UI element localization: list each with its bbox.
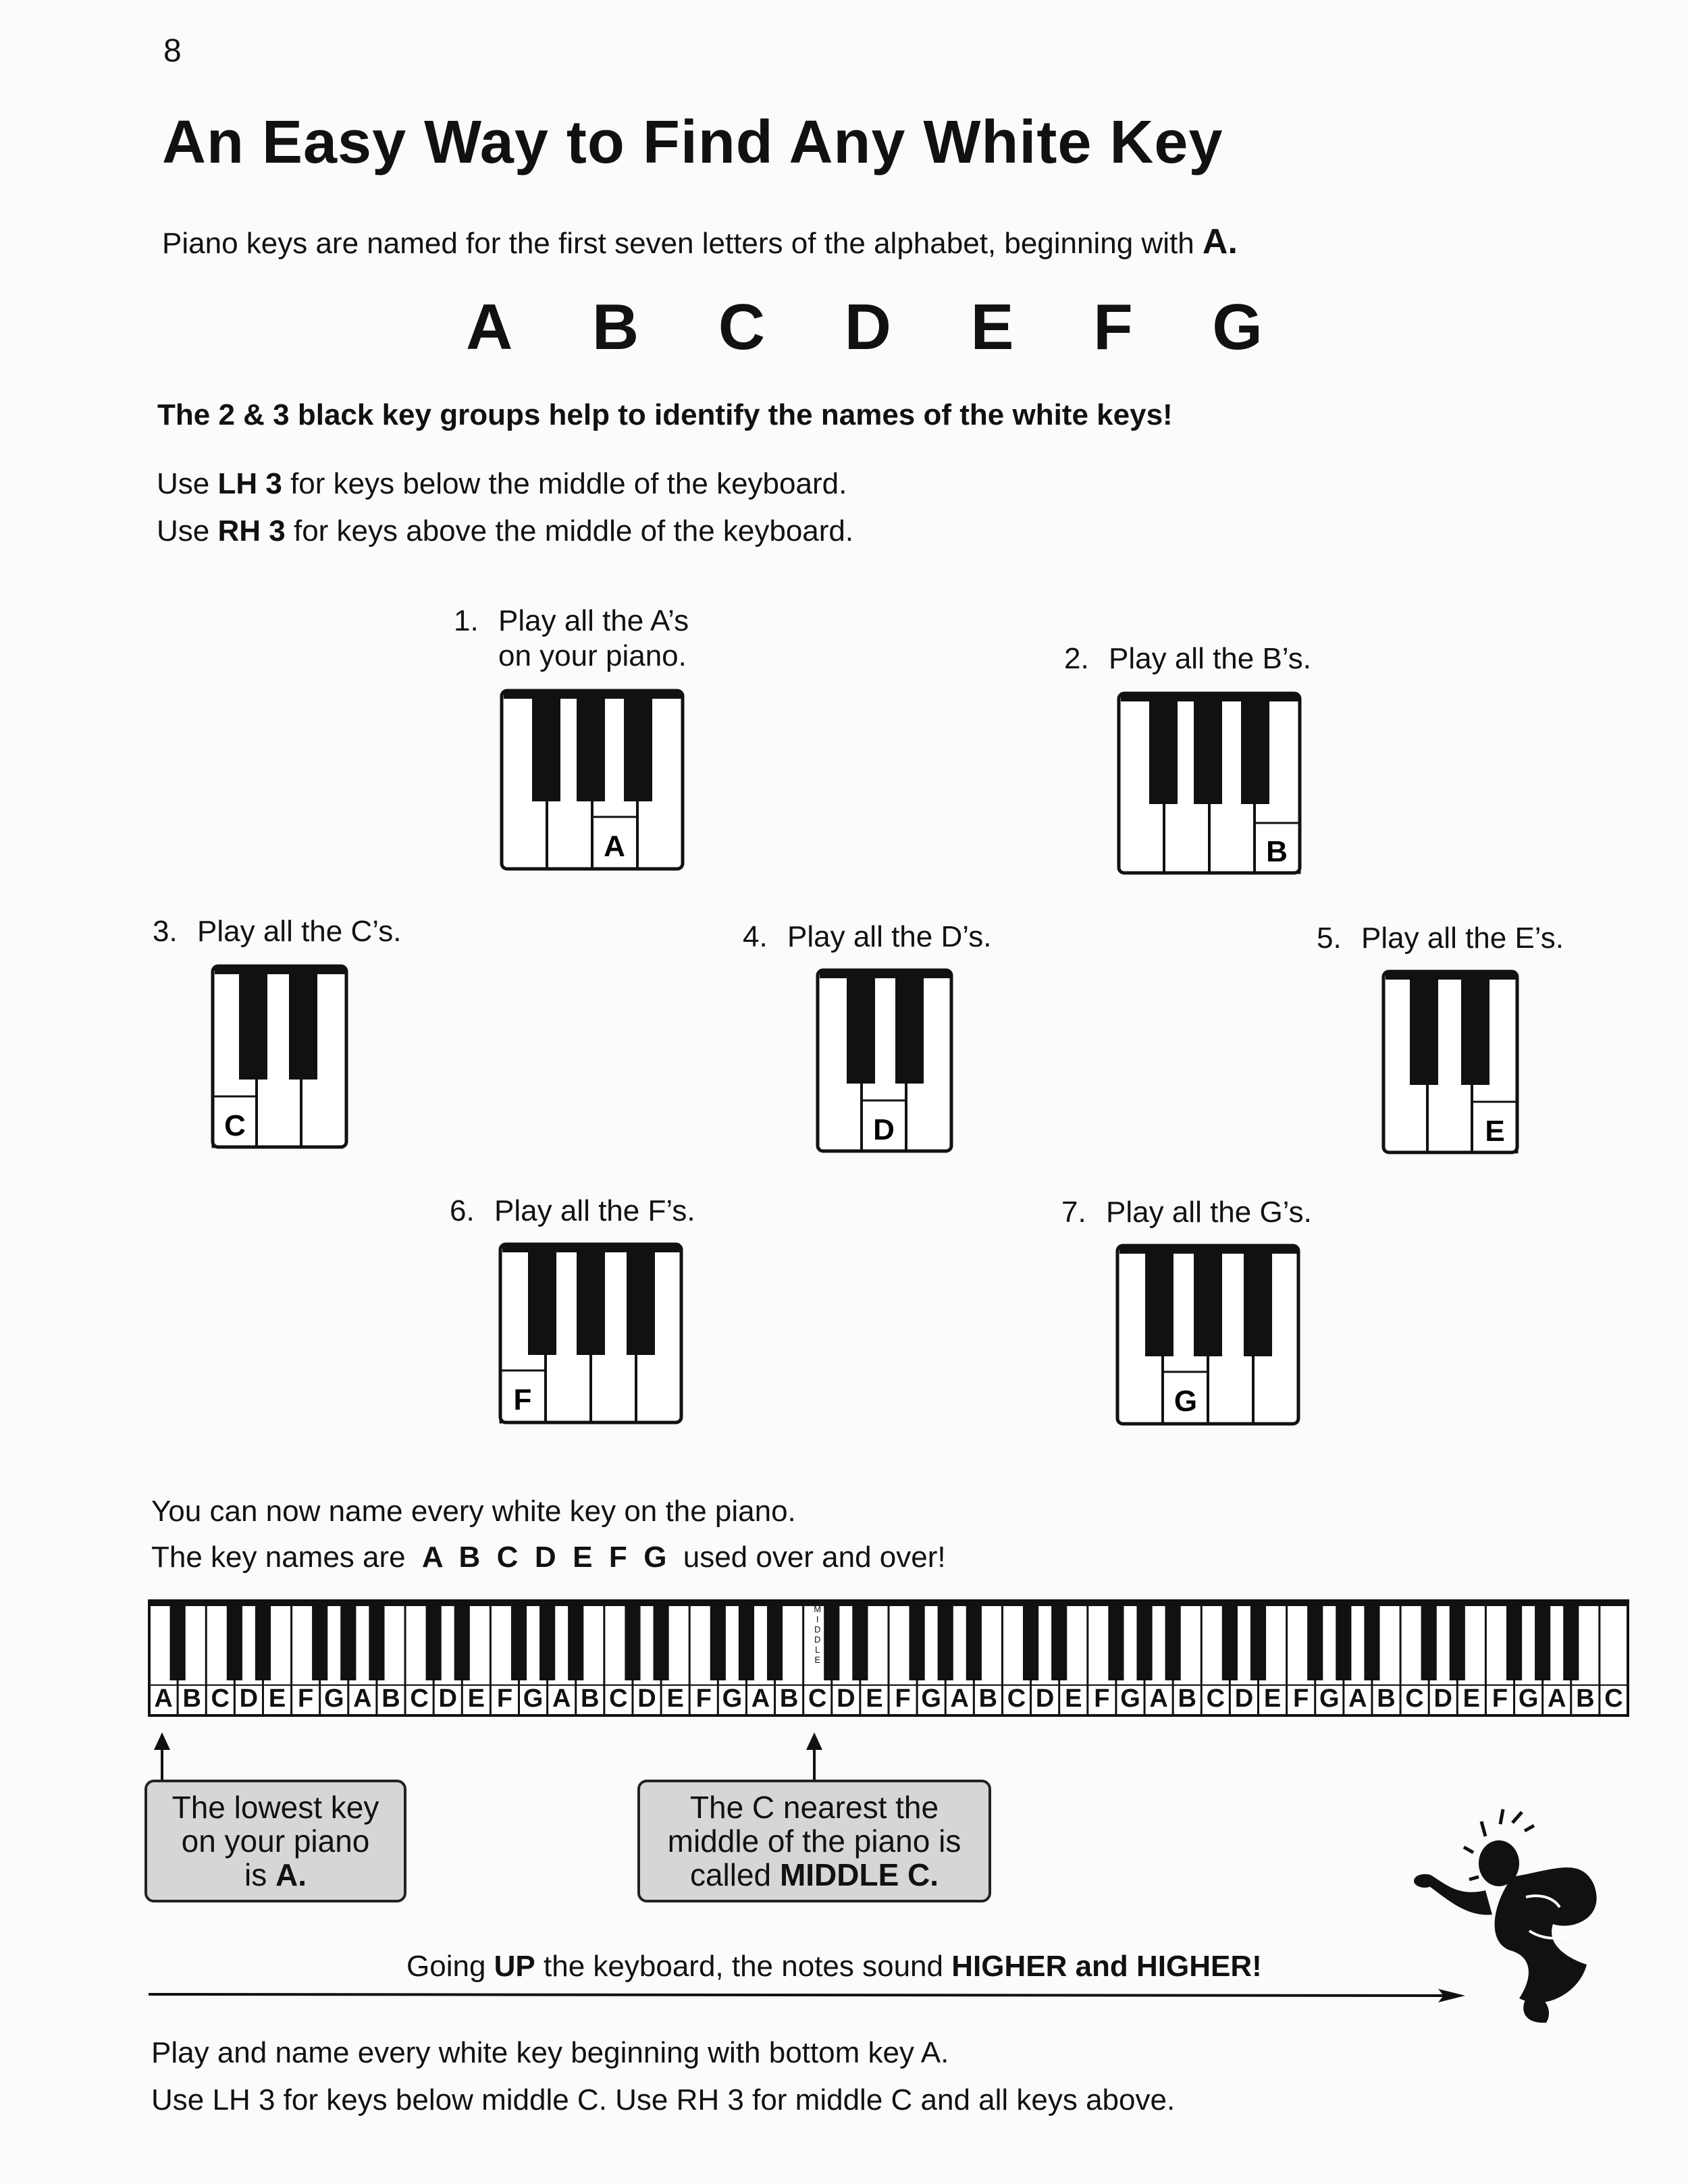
exercise-text: Play all the G’s. (1106, 1196, 1312, 1229)
black-key (1506, 1601, 1522, 1680)
black-key (426, 1601, 442, 1680)
white-key-label: B (381, 1684, 400, 1713)
arrow-up-middle (813, 1747, 816, 1781)
going-up-bold2: HIGHER and HIGHER! (951, 1950, 1262, 1983)
white-key-label: D (239, 1684, 259, 1713)
going-up-text (406, 1950, 1262, 1983)
middle-c-label-letter: D (814, 1624, 821, 1634)
white-key-label: B (1377, 1684, 1396, 1713)
key-label-f: F (513, 1383, 532, 1416)
middle-c-label-letter: L (815, 1645, 820, 1655)
black-key (1108, 1601, 1124, 1680)
exercise-number: 3. (153, 915, 178, 948)
white-key-label: E (268, 1684, 286, 1713)
white-key-label: A (1149, 1684, 1168, 1713)
white-key-label: D (438, 1684, 457, 1713)
alphabet-letter: C (718, 291, 766, 363)
white-key-label: B (581, 1684, 600, 1713)
white-key-label: F (895, 1684, 911, 1713)
black-key (653, 1601, 668, 1680)
exercise-text-line2: on your piano. (498, 639, 687, 672)
groups-heading: The 2 & 3 black key groups help to identify the names of the white keys! (157, 398, 1173, 431)
callout-line: The C nearest the (689, 1790, 939, 1825)
callout-line: called (689, 1857, 772, 1892)
white-key-label: B (1576, 1684, 1595, 1713)
black-key (170, 1601, 186, 1680)
black-key (966, 1601, 982, 1680)
callout-bold: MIDDLE C. (779, 1857, 939, 1892)
white-key-label: A (950, 1684, 970, 1713)
white-key-label: F (1293, 1684, 1309, 1713)
white-key-label: D (1234, 1684, 1254, 1713)
white-key-label: G (1319, 1684, 1340, 1713)
summary-line-1: You can now name every white key on the piano. (151, 1495, 796, 1528)
rh-bold: RH 3 (217, 514, 286, 548)
rh-instruction (157, 514, 853, 548)
white-key-label: F (1492, 1684, 1508, 1713)
exercise-5-label (1317, 921, 1564, 956)
key-label-g: G (1173, 1385, 1198, 1418)
white-key-label: C (211, 1684, 230, 1713)
closing-line-2: Use LH 3 for keys below middle C. Use RH 3 for middle C and all keys above. (151, 2083, 1176, 2116)
summary-line-2 (151, 1541, 946, 1574)
key-label-e: E (1485, 1115, 1505, 1148)
black-key (454, 1601, 470, 1680)
white-key-label: G (1518, 1684, 1539, 1713)
rh-pre: Use (157, 514, 210, 548)
exercise-7-label (1061, 1195, 1312, 1230)
white-key-label: A (353, 1684, 372, 1713)
black-key (369, 1601, 384, 1680)
exercise-text: Play all the C’s. (197, 915, 402, 948)
white-key-label: C (1604, 1684, 1623, 1713)
exercise-number: 6. (450, 1194, 475, 1227)
white-key-label: F (1094, 1684, 1110, 1713)
black-key (255, 1601, 271, 1680)
white-key-label: D (1433, 1684, 1452, 1713)
exercise-1-label (454, 604, 689, 674)
middle-c-label-letter: D (814, 1634, 821, 1645)
white-key-label: A (154, 1684, 173, 1713)
white-key-label: E (1462, 1684, 1481, 1713)
white-key-label: D (637, 1684, 656, 1713)
page-title: An Easy Way to Find Any White Key (162, 109, 1223, 176)
black-key (227, 1601, 242, 1680)
black-key (710, 1601, 726, 1680)
lh-instruction (157, 467, 847, 501)
black-key (625, 1601, 640, 1680)
alphabet-row (466, 290, 1263, 365)
intro-text-main: Piano keys are named for the first seven letters of the alphabet, beginning with (162, 227, 1194, 260)
white-key-label: E (467, 1684, 485, 1713)
black-key (1336, 1601, 1351, 1680)
black-key (767, 1601, 783, 1680)
exercise-number: 1. (454, 604, 479, 637)
mini-keyboard-g (1115, 1244, 1302, 1427)
black-key (568, 1601, 583, 1680)
exercise-number: 2. (1064, 642, 1089, 675)
mini-keyboard-d (816, 968, 955, 1154)
black-key (1136, 1601, 1152, 1680)
white-key-label: G (523, 1684, 544, 1713)
lh-post: for keys below the middle of the keyboard. (290, 467, 847, 500)
summary-letters: A B C D E F G (421, 1541, 667, 1574)
exercise-number: 7. (1061, 1196, 1086, 1229)
callout-middle-c (637, 1780, 991, 1902)
white-key-label: E (866, 1684, 883, 1713)
white-key-label: G (323, 1684, 344, 1713)
white-key-label: A (751, 1684, 770, 1713)
exercise-text: Play all the A’s (498, 604, 689, 637)
lh-pre: Use (157, 467, 210, 500)
black-key (1307, 1601, 1323, 1680)
white-key-label: A (552, 1684, 571, 1713)
white-key-label: G (921, 1684, 941, 1713)
white-key-label: E (666, 1684, 684, 1713)
callout-line: is (244, 1857, 267, 1892)
alphabet-letter: E (970, 291, 1014, 363)
mini-keyboard-e (1381, 969, 1521, 1156)
dancing-figure-illustration (1411, 1796, 1614, 2025)
black-key (1535, 1601, 1550, 1680)
callout-lowest-key (144, 1780, 406, 1902)
white-key-label: D (1035, 1684, 1055, 1713)
callout-line: on your piano (181, 1823, 370, 1859)
key-label-b: B (1266, 835, 1288, 868)
white-key-label: C (1206, 1684, 1225, 1713)
white-key-label: E (1263, 1684, 1282, 1713)
alphabet-letter: B (591, 291, 639, 363)
white-key-label: C (1405, 1684, 1424, 1713)
white-key-label: B (978, 1684, 998, 1713)
mini-keyboard-c (211, 964, 350, 1150)
intro-text (162, 221, 1238, 262)
lh-bold: LH 3 (217, 467, 282, 500)
black-key (739, 1601, 754, 1680)
black-key (909, 1601, 925, 1680)
mini-keyboard-a (500, 689, 686, 872)
higher-arrow (149, 1982, 1472, 2009)
white-key-label: F (298, 1684, 314, 1713)
white-key-label: B (182, 1684, 201, 1713)
alphabet-letter: D (844, 291, 891, 363)
alphabet-letter: A (466, 291, 513, 363)
exercise-2-label (1064, 641, 1311, 676)
black-key (938, 1601, 953, 1680)
white-key-label: C (609, 1684, 628, 1713)
rh-post: for keys above the middle of the keyboard. (293, 514, 854, 548)
black-key (852, 1601, 868, 1680)
page-number: 8 (163, 33, 182, 69)
black-key (539, 1601, 555, 1680)
full-keyboard (147, 1599, 1630, 1721)
white-key-label: C (1007, 1684, 1026, 1713)
black-key (1421, 1601, 1437, 1680)
exercise-6-label (450, 1194, 695, 1229)
white-key-label: B (779, 1684, 799, 1713)
exercise-number: 4. (743, 920, 768, 953)
white-key-label: F (695, 1684, 712, 1713)
mini-keyboard-b (1117, 691, 1303, 876)
key-label-d: D (873, 1113, 895, 1146)
white-key-label: A (1348, 1684, 1367, 1713)
black-key (1165, 1601, 1181, 1680)
summary-pre: The key names are (151, 1541, 406, 1574)
black-key (1563, 1601, 1579, 1680)
exercise-text: Play all the E’s. (1361, 922, 1564, 955)
black-key (312, 1601, 327, 1680)
alphabet-letter: G (1212, 291, 1263, 363)
going-up-mid: the keyboard, the notes sound (544, 1950, 943, 1983)
arrow-up-lowest (161, 1747, 163, 1781)
white-key-label: G (1120, 1684, 1140, 1713)
white-key-label: A (1547, 1684, 1566, 1713)
white-key-label: G (722, 1684, 743, 1713)
white-key-label: D (837, 1684, 855, 1713)
middle-c-label-letter: M (814, 1604, 822, 1614)
callout-bold: A. (275, 1857, 307, 1892)
black-key (1222, 1601, 1238, 1680)
middle-c-label-letter: I (816, 1614, 819, 1624)
black-key (1023, 1601, 1038, 1680)
summary-post: used over and over! (683, 1541, 946, 1574)
middle-c-label-letter: E (814, 1655, 821, 1665)
black-key (1450, 1601, 1465, 1680)
going-up-bold: UP (494, 1950, 535, 1983)
exercise-text: Play all the D’s. (787, 920, 992, 953)
white-key-label: E (1065, 1684, 1082, 1713)
black-key (824, 1601, 839, 1680)
black-key (1051, 1601, 1067, 1680)
white-key-label: C (410, 1684, 429, 1713)
closing-line-1: Play and name every white key beginning with bottom key A. (151, 2036, 949, 2069)
exercise-number: 5. (1317, 922, 1342, 955)
black-key (1364, 1601, 1379, 1680)
exercise-3-label (153, 914, 401, 949)
black-key (340, 1601, 356, 1680)
key-label-c: C (224, 1109, 246, 1142)
exercise-text: Play all the B’s. (1109, 642, 1312, 675)
intro-text-bold: A. (1202, 222, 1238, 261)
callout-line: The lowest key (172, 1790, 379, 1825)
white-key-label: B (1178, 1684, 1196, 1713)
exercise-4-label (743, 920, 991, 955)
callout-line: middle of the piano is (667, 1823, 961, 1859)
white-key-label: F (496, 1684, 513, 1713)
alphabet-letter: F (1093, 291, 1133, 363)
black-key (511, 1601, 527, 1680)
key-label-a: A (604, 830, 625, 863)
going-up-pre: Going (406, 1950, 486, 1983)
black-key (1250, 1601, 1266, 1680)
white-key-label: C (808, 1684, 827, 1713)
exercise-text: Play all the F’s. (494, 1194, 695, 1227)
mini-keyboard-f (498, 1242, 685, 1426)
